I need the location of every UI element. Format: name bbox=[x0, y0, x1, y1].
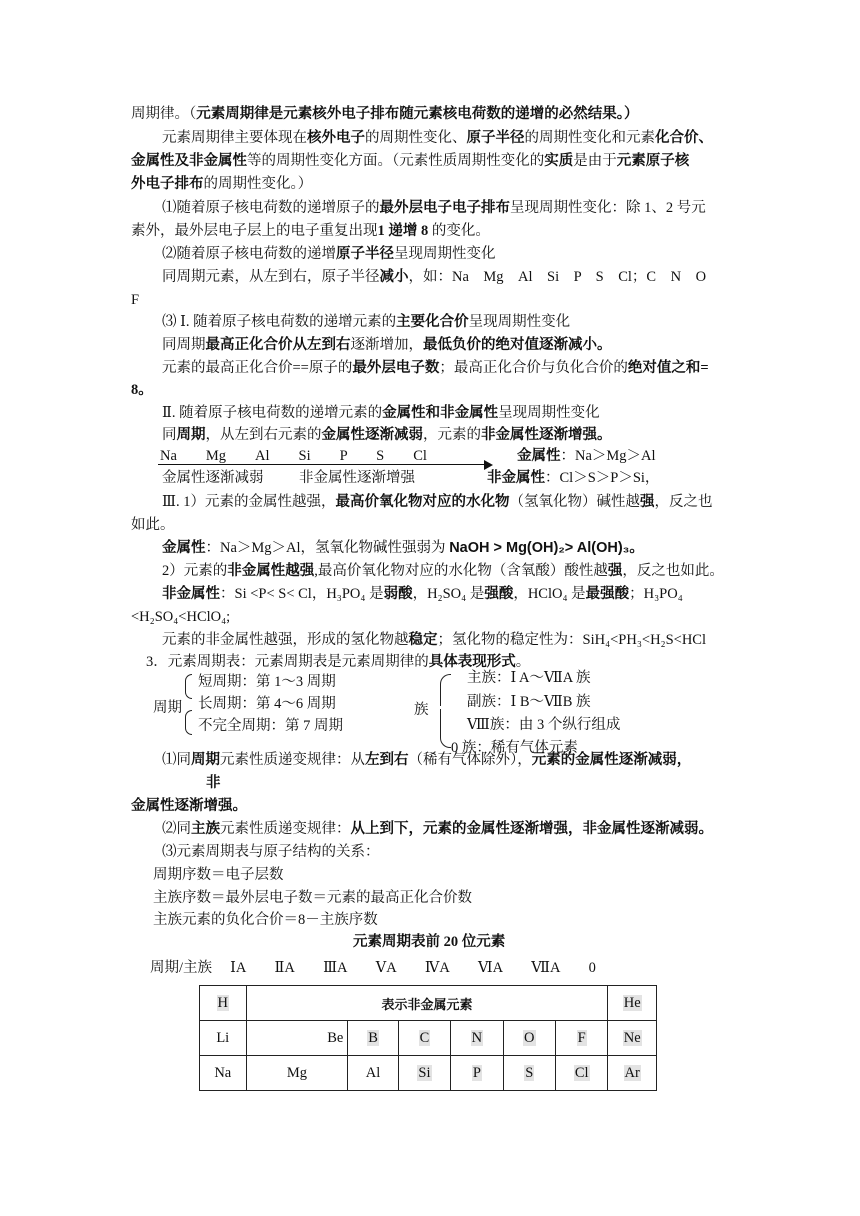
line-20: 金属性：Na＞Mg＞Al，氢氧化物碱性强弱为 NaOH > Mg(OH)₂> Al(OH)₃。 bbox=[162, 540, 644, 556]
line-10: ⑶ Ⅰ. 随着原子核电荷数的递增元素的主要化合价呈现周期性变化 bbox=[162, 314, 571, 330]
line-35: 周期序数＝电子层数 bbox=[153, 867, 284, 883]
group-brace-bottom bbox=[440, 709, 451, 748]
table-cell: Cl bbox=[555, 1056, 607, 1091]
line-23: <H₂SO₄<HClO₄; bbox=[131, 609, 231, 625]
table-cell: Ar bbox=[608, 1056, 657, 1091]
line-12: 元素的最高正化合价==原子的最外层电子数；最高正化合价与负化合价的绝对值之和= bbox=[162, 360, 709, 376]
sub-group: 副族：Ⅰ B～ⅦB 族 bbox=[467, 694, 591, 710]
line-30: ⑴同周期元素性质递变规律：从左到右（稀有气体除外），元素的金属性逐渐减弱， bbox=[162, 752, 692, 768]
table-header: 周期/主族 ⅠA ⅡA ⅢA ⅤA ⅣA ⅥA ⅦA 0 bbox=[150, 960, 596, 976]
line-7: ⑵随着原子核电荷数的递增原子半径呈现周期性变化 bbox=[162, 246, 496, 262]
element-sequence: Na Mg Al Si P S Cl bbox=[160, 448, 427, 464]
table-cell: Na bbox=[200, 1056, 247, 1091]
metal-trend-label: 金属性逐渐减弱 bbox=[162, 470, 264, 486]
short-period: 短周期：第 1～3 周期 bbox=[198, 674, 336, 690]
long-period: 长周期：第 4～6 周期 bbox=[198, 696, 336, 712]
period-brace-top bbox=[185, 674, 192, 699]
line-11: 同周期最高正化合价从左到右逐渐增加，最低负价的绝对值逐渐减小。 bbox=[162, 337, 612, 353]
period-brace-bottom bbox=[185, 710, 192, 735]
table-cell: N bbox=[451, 1021, 503, 1056]
line-19: 如此。 bbox=[131, 517, 175, 533]
table-cell: He bbox=[608, 986, 657, 1021]
table-row bbox=[200, 1056, 657, 1091]
group-zero: 0 族：稀有气体元素 bbox=[451, 740, 578, 756]
periodic-table bbox=[199, 985, 657, 1091]
line-1: 周期律。（元素周期律是元素核外电子排布随元素核电荷数的递增的必然结果。） bbox=[131, 106, 639, 122]
line-3: 金属性及非金属性等的周期性变化方面。（元素性质周期性变化的实质是由于元素原子核 bbox=[131, 153, 690, 169]
line-34: ⑶元素周期表与原子结构的关系： bbox=[162, 844, 380, 860]
group-label: 族 bbox=[414, 702, 429, 718]
line-9: F bbox=[131, 292, 140, 308]
line-24: 元素的非金属性越强，形成的氢化物越稳定；氢化物的稳定性为：SiH₄<PH₃<H₂S<HCl bbox=[162, 632, 707, 648]
table-cell: Si bbox=[398, 1056, 450, 1091]
table-cell: Al bbox=[348, 1056, 398, 1091]
nonmetal-trend-label: 非金属性逐渐增强 bbox=[299, 470, 415, 486]
line-13: 8。 bbox=[131, 382, 153, 398]
line-32: 金属性逐渐增强。 bbox=[131, 798, 247, 814]
table-title: 元素周期表前 20 位元素 bbox=[353, 934, 506, 950]
line-4: 外电子排布的周期性变化。） bbox=[131, 176, 313, 192]
table-cell: Ne bbox=[608, 1021, 657, 1056]
incomplete-period: 不完全周期：第 7 周期 bbox=[198, 718, 343, 734]
table-cell: P bbox=[451, 1056, 503, 1091]
nonmetal-order: 非金属性：Cl＞S＞P＞Si， bbox=[487, 470, 660, 486]
line-8: 同周期元素，从左到右，原子半径减小，如：Na Mg Al Si P S Cl；C N O bbox=[162, 269, 707, 285]
group-brace-top bbox=[440, 674, 451, 706]
metal-order: 金属性：Na＞Mg＞Al bbox=[517, 448, 656, 464]
group-viii: Ⅷ族：由 3 个纵行组成 bbox=[467, 717, 621, 733]
line-25: 3．元素周期表：元素周期表是元素周期律的具体表现形式。 bbox=[146, 654, 531, 670]
main-group: 主族：Ⅰ A～ⅦA 族 bbox=[467, 670, 591, 686]
table-cell: Be bbox=[246, 1021, 348, 1056]
table-cell: B bbox=[348, 1021, 398, 1056]
line-33: ⑵同主族元素性质递变规律：从上到下，元素的金属性逐渐增强，非金属性逐渐减弱。 bbox=[162, 821, 713, 837]
line-22: 非金属性：Si <P< S< Cl，H₃PO₄ 是弱酸，H₂SO₄ 是强酸，HClO₄ 是最强酸；H₃PO₄ bbox=[162, 586, 683, 602]
table-cell: C bbox=[398, 1021, 450, 1056]
line-36: 主族序数＝最外层电子数＝元素的最高正化合价数 bbox=[153, 890, 472, 906]
line-2: 元素周期律主要体现在核外电子的周期性变化、原子半径的周期性变化和元素化合价、 bbox=[162, 130, 713, 146]
line-6: 素外，最外层电子层上的电子重复出现1 递增 8 的变化。 bbox=[131, 223, 490, 239]
line-5: ⑴随着原子核电荷数的递增原子的最外层电子电子排布呈现周期性变化：除 1、2 号元 bbox=[162, 200, 706, 216]
table-cell: Li bbox=[200, 1021, 247, 1056]
trend-arrow bbox=[158, 464, 486, 465]
line-14: Ⅱ. 随着原子核电荷数的递增元素的金属性和非金属性呈现周期性变化 bbox=[162, 405, 600, 421]
table-row bbox=[200, 1021, 657, 1056]
table-cell: O bbox=[503, 1021, 555, 1056]
table-cell: H bbox=[200, 986, 247, 1021]
line-37: 主族元素的负化合价＝8－主族序数 bbox=[153, 912, 378, 928]
line-31: 非 bbox=[206, 775, 221, 791]
period-label: 周期 bbox=[153, 700, 182, 716]
nonmetal-label-cell: 表示非金属元素 bbox=[246, 986, 608, 1021]
table-cell: Mg bbox=[246, 1056, 348, 1091]
table-row bbox=[200, 986, 657, 1021]
table-cell: S bbox=[503, 1056, 555, 1091]
line-15: 同周期，从左到右元素的金属性逐渐减弱，元素的非金属性逐渐增强。 bbox=[162, 427, 612, 443]
table-cell: F bbox=[555, 1021, 607, 1056]
line-18: Ⅲ. 1）元素的金属性越强，最高价氧化物对应的水化物（氢氧化物）碱性越强，反之也 bbox=[162, 494, 713, 510]
line-21: 2）元素的非金属性越强,最高价氧化物对应的水化物（含氧酸）酸性越强，反之也如此。 bbox=[162, 563, 724, 579]
